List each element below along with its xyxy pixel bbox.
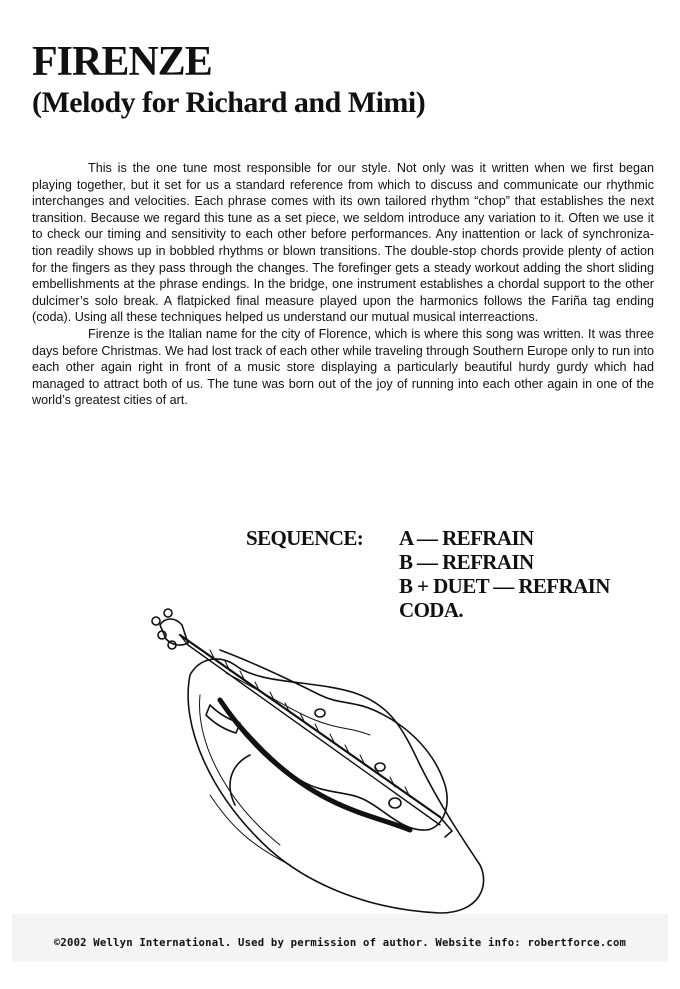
page-subtitle: (Melody for Richard and Mimi) xyxy=(32,86,426,119)
sequence-line: CODA. xyxy=(399,598,464,622)
copyright-footer: ©2002 Wellyn International. Used by permission of author. Website info: robertforce.com xyxy=(53,937,627,949)
sequence-line: B + DUET — REFRAIN xyxy=(399,574,610,598)
mountain-dulcimer-icon xyxy=(140,595,500,915)
page-title: FIRENZE xyxy=(32,39,212,85)
sequence-line: B — REFRAIN xyxy=(399,550,534,574)
sequence-line: A — REFRAIN xyxy=(399,526,534,550)
sequence-label: SEQUENCE: xyxy=(246,526,364,550)
description-text xyxy=(32,160,654,409)
paragraph-2: Firenze is the Italian name for the city of Florence, which is where this song was written. It was three days before Christmas. We had lost track of each other while traveling through Southern Europe only to run into each other again right in front of a music store displaying a particularly beautiful hurdy gurdy which had managed to attract both of us. The tune was born out of the joy of running into each other again in one of the world’s greatest cities of art. xyxy=(32,326,654,408)
paragraph-1: This is the one tune most responsible for our style. Not only was it written when we first began playing together, but it set for us a standard reference from which to discuss and communicate our rhythmic interchanges and velocities. Each phrase comes with its own tailored rhythm “chop” that establishes the next transition. Because we regard this tune as a set piece, we seldom introduce any variation to it. Often we use it to check our timing and sensitivity to each other before performances. Any inattention or lack of synchroniza-tion readily shows up in bobbled rhythms or blown transitions. The double-stop chords provide plenty of action for the fingers as they pass through the changes. The forefinger gets a steady workout adding the short sliding embellishments at the phrase endings. In the bridge, one instrument establishes a chordal support to the other dulcimer’s solo break. A flatpicked final measure played upon the harmonics follows the Fariña tag ending (coda). Using all these techniques helped us understand our mutual musical interreactions. xyxy=(32,161,654,325)
